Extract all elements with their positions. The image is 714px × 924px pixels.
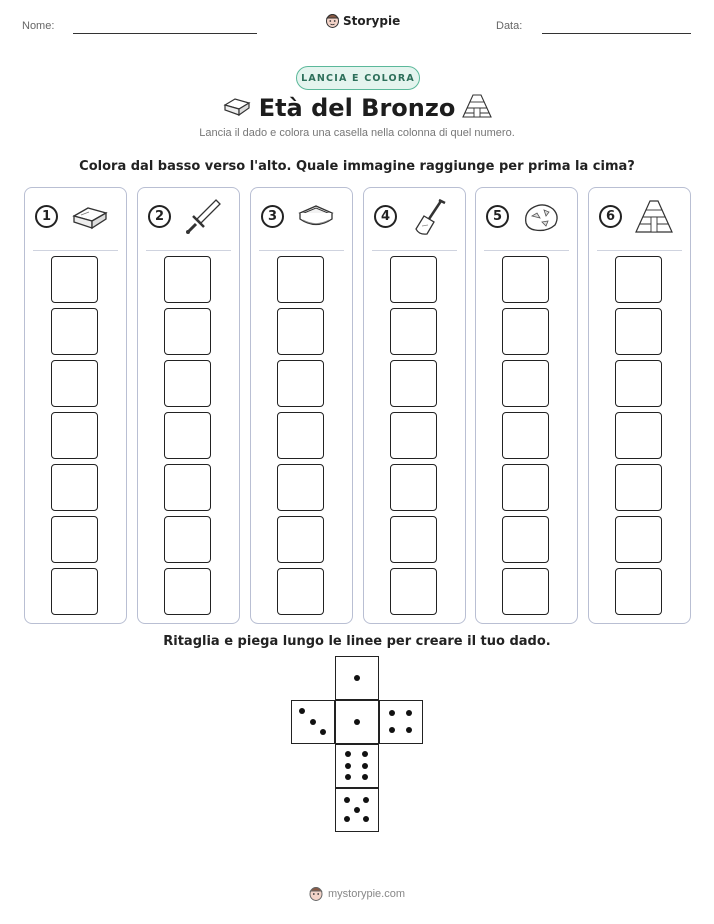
- color-box[interactable]: [502, 412, 549, 459]
- dice-pip: [344, 797, 350, 803]
- footer: [308, 885, 405, 902]
- column-divider: [33, 250, 118, 251]
- column-divider: [146, 250, 231, 251]
- color-box[interactable]: [51, 360, 98, 407]
- color-box[interactable]: [277, 516, 324, 563]
- logo-text: Storypie: [343, 13, 401, 28]
- dice-pip: [354, 807, 360, 813]
- color-box[interactable]: [51, 464, 98, 511]
- dice-face-5: [335, 788, 379, 832]
- dice-face-1: [335, 700, 379, 744]
- column-divider: [259, 250, 344, 251]
- color-box[interactable]: [51, 308, 98, 355]
- color-box[interactable]: [164, 568, 211, 615]
- name-field[interactable]: [73, 33, 257, 34]
- column-header: [25, 188, 126, 250]
- color-box[interactable]: [390, 412, 437, 459]
- column-number: 4: [374, 205, 397, 228]
- dice-pip: [389, 727, 395, 733]
- color-box[interactable]: [390, 464, 437, 511]
- color-box[interactable]: [502, 464, 549, 511]
- instruction: Colora dal basso verso l'alto. Quale immagine raggiunge per prima la cima?: [79, 159, 635, 174]
- color-box[interactable]: [615, 256, 662, 303]
- color-box[interactable]: [51, 412, 98, 459]
- dice-pip: [363, 797, 369, 803]
- subtitle: Lancia il dado e colora una casella nella colonna di quel numero.: [199, 127, 515, 139]
- column-4: [363, 187, 466, 624]
- color-box[interactable]: [277, 308, 324, 355]
- column-divider: [372, 250, 457, 251]
- pyramid-icon: [633, 196, 675, 238]
- color-box[interactable]: [51, 516, 98, 563]
- color-box[interactable]: [164, 464, 211, 511]
- shovel-icon: [408, 196, 450, 238]
- column-header: [251, 188, 352, 250]
- column-5: [475, 187, 578, 624]
- color-box[interactable]: [277, 412, 324, 459]
- column-number: 6: [599, 205, 622, 228]
- dice-pip: [345, 751, 351, 757]
- storypie-mascot-icon: [308, 885, 324, 902]
- color-box[interactable]: [164, 308, 211, 355]
- color-box[interactable]: [164, 516, 211, 563]
- color-box[interactable]: [164, 412, 211, 459]
- sword-icon: [182, 196, 224, 238]
- dice-pip: [344, 816, 350, 822]
- dice-pip: [363, 816, 369, 822]
- color-box[interactable]: [277, 568, 324, 615]
- dice-pip: [362, 763, 368, 769]
- column-1: [24, 187, 127, 624]
- column-header: [138, 188, 239, 250]
- color-box[interactable]: [164, 360, 211, 407]
- dice-pip: [362, 774, 368, 780]
- activity-badge: [296, 66, 420, 90]
- dice-face-4: [379, 700, 423, 744]
- bronze-ingot-icon: [69, 196, 111, 238]
- color-box[interactable]: [390, 360, 437, 407]
- color-box[interactable]: [502, 308, 549, 355]
- dice-pip: [310, 719, 316, 725]
- column-number: 2: [148, 205, 171, 228]
- dice-instruction: Ritaglia e piega lungo le linee per creare il tuo dado.: [163, 634, 551, 649]
- page-title: Età del Bronzo: [258, 94, 456, 122]
- badge-label: LANCIA E COLORA: [301, 72, 415, 84]
- color-box[interactable]: [277, 464, 324, 511]
- column-number: 1: [35, 205, 58, 228]
- color-box[interactable]: [390, 256, 437, 303]
- color-box[interactable]: [51, 256, 98, 303]
- color-box[interactable]: [390, 516, 437, 563]
- dice-pip: [406, 710, 412, 716]
- color-box[interactable]: [390, 568, 437, 615]
- pyramid-icon: [460, 92, 494, 120]
- column-number: 3: [261, 205, 284, 228]
- column-header: [364, 188, 465, 250]
- color-box[interactable]: [502, 256, 549, 303]
- storypie-mascot-icon: [325, 12, 340, 29]
- dice-face-1: [335, 656, 379, 700]
- color-box[interactable]: [615, 412, 662, 459]
- dice-face-6: [335, 744, 379, 788]
- color-box[interactable]: [615, 464, 662, 511]
- column-6: [588, 187, 691, 624]
- dice-pip: [299, 708, 305, 714]
- color-box[interactable]: [502, 516, 549, 563]
- bronze-ingot-icon: [222, 94, 252, 118]
- dice-pip: [345, 774, 351, 780]
- dice-pip: [406, 727, 412, 733]
- ore-rock-icon: [520, 196, 562, 238]
- color-box[interactable]: [615, 516, 662, 563]
- dice-face-3: [291, 700, 335, 744]
- color-box[interactable]: [615, 360, 662, 407]
- dice-pip: [320, 729, 326, 735]
- bowl-icon: [295, 196, 337, 238]
- color-box[interactable]: [51, 568, 98, 615]
- color-box[interactable]: [164, 256, 211, 303]
- color-box[interactable]: [615, 308, 662, 355]
- column-header: [589, 188, 690, 250]
- column-divider: [484, 250, 569, 251]
- dice-pip: [354, 675, 360, 681]
- column-2: [137, 187, 240, 624]
- color-box[interactable]: [390, 308, 437, 355]
- dice-pip: [389, 710, 395, 716]
- color-box[interactable]: [277, 256, 324, 303]
- date-field[interactable]: [542, 33, 691, 34]
- dice-pip: [362, 751, 368, 757]
- date-label: Data:: [496, 20, 523, 32]
- name-label: Nome:: [22, 20, 55, 32]
- dice-pip: [345, 763, 351, 769]
- column-divider: [597, 250, 682, 251]
- column-number: 5: [486, 205, 509, 228]
- column-header: [476, 188, 577, 250]
- color-box[interactable]: [502, 360, 549, 407]
- storypie-logo: [325, 12, 400, 29]
- color-box[interactable]: [277, 360, 324, 407]
- color-box[interactable]: [502, 568, 549, 615]
- column-3: [250, 187, 353, 624]
- footer-link[interactable]: mystorypie.com: [328, 887, 406, 900]
- color-box[interactable]: [615, 568, 662, 615]
- dice-pip: [354, 719, 360, 725]
